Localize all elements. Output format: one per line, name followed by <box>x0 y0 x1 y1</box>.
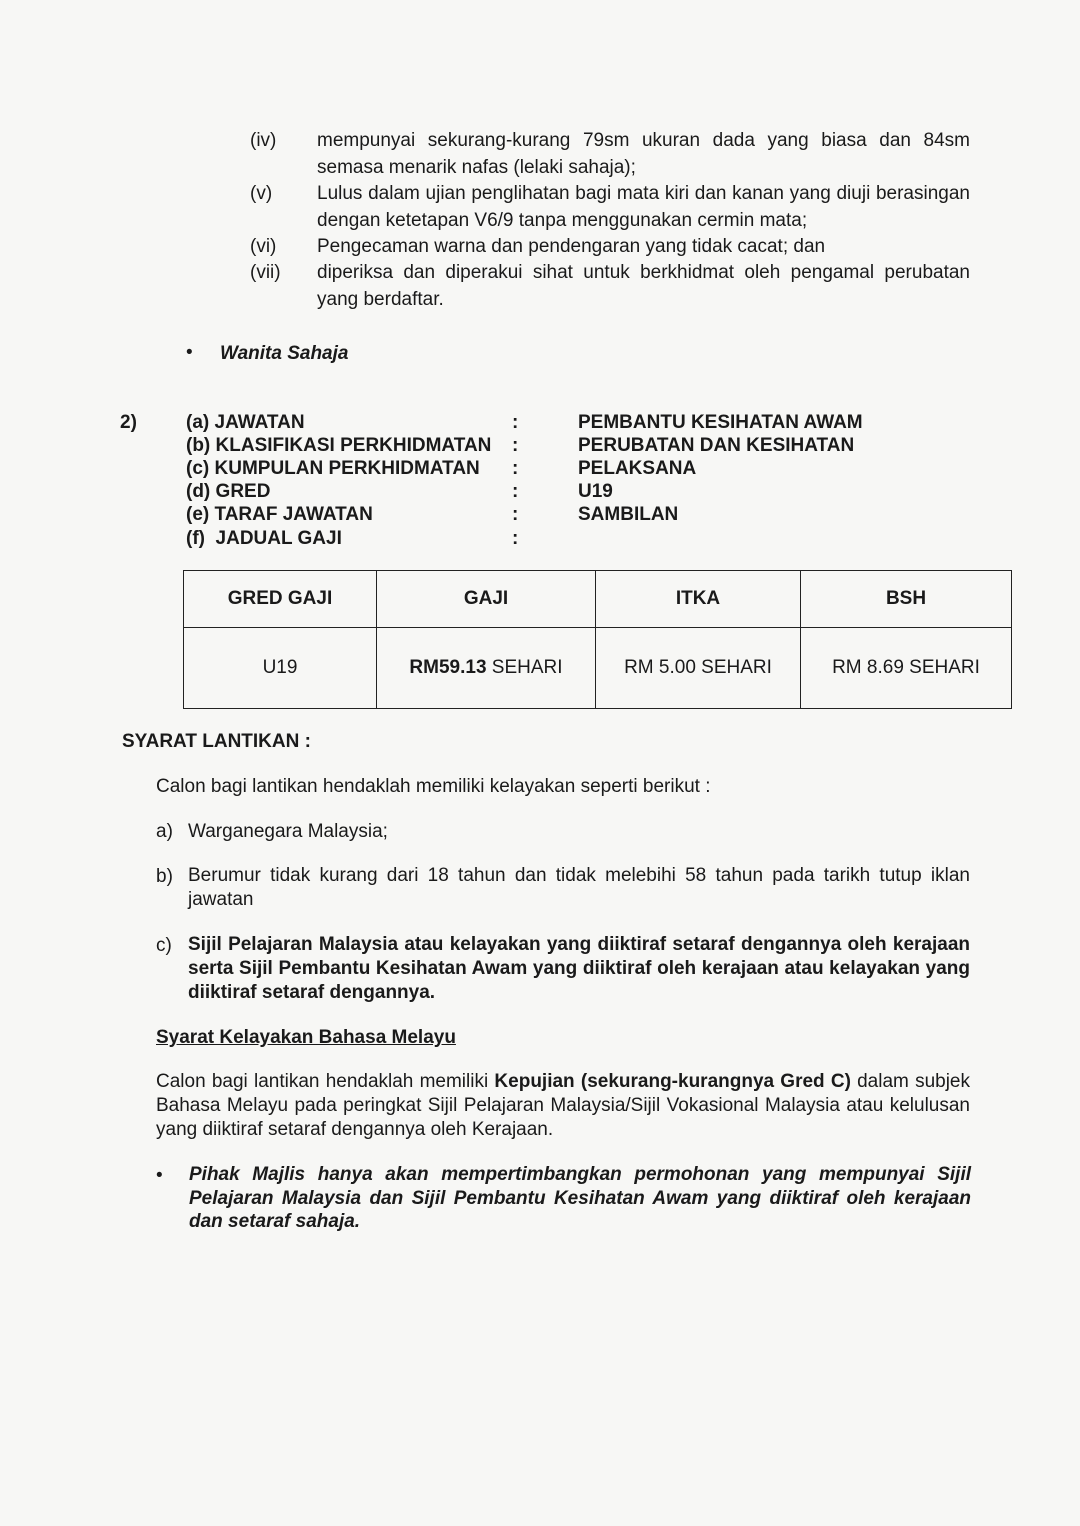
table-header-gred-gaji: GRED GAJI <box>184 571 377 628</box>
requirement-text: Pengecaman warna dan pendengaran yang tidak cacat; dan <box>317 236 826 257</box>
table-cell-gred: U19 <box>184 628 377 709</box>
bullet-icon: • <box>156 1165 163 1186</box>
detail-value: SAMBILAN <box>578 504 679 525</box>
detail-colon: : <box>512 528 519 549</box>
requirement-item <box>250 234 970 261</box>
bahasa-melayu-heading: Syarat Kelayakan Bahasa Melayu <box>156 1027 456 1048</box>
detail-label: (d) GRED <box>186 481 271 502</box>
detail-value: PEMBANTU KESIHATAN AWAM <box>578 412 863 433</box>
gaji-amount: RM59.13 <box>409 657 487 678</box>
requirement-item <box>250 128 970 181</box>
detail-value: PERUBATAN DAN KESIHATAN <box>578 435 855 456</box>
salary-table <box>183 570 1012 709</box>
requirement-text: mempunyai sekurang-kurang 79sm ukuran dada yang biasa dan 84sm semasa menarik nafas (lelaki sahaja); <box>317 130 970 178</box>
table-header-bsh: BSH <box>801 571 1012 628</box>
requirement-item <box>250 181 970 234</box>
detail-label: (e) TARAF JAWATAN <box>186 504 373 525</box>
table-cell-bsh: RM 8.69 SEHARI <box>801 628 1012 709</box>
detail-colon: : <box>512 435 519 456</box>
detail-value: PELAKSANA <box>578 458 697 479</box>
syarat-item-label: a) <box>156 821 173 842</box>
gaji-unit: SEHARI <box>486 657 563 678</box>
detail-value: U19 <box>578 481 613 502</box>
detail-label: (c) KUMPULAN PERKHIDMATAN <box>186 458 480 479</box>
table-cell-gaji <box>377 628 596 709</box>
detail-colon: : <box>512 481 519 502</box>
detail-label: (b) KLASIFIKASI PERKHIDMATAN <box>186 435 492 456</box>
table-header-gaji: GAJI <box>377 571 596 628</box>
table-header-row <box>184 571 1012 628</box>
para-text: dalam subjek Bahasa Melayu pada peringkat Sijil Pelajaran Malaysia/Sijil Vokasional Malaysia atau kelulusan yang diiktiraf setaraf dengannya oleh Kerajaan. <box>156 1071 971 1140</box>
detail-row-kumpulan <box>186 457 986 480</box>
requirement-item <box>250 260 970 313</box>
table-cell-itka: RM 5.00 SEHARI <box>596 628 801 709</box>
requirement-text: Lulus dalam ujian penglihatan bagi mata kiri dan kanan yang diuji berasingan dengan ketetapan V6/9 tanpa menggunakan cermin mata; <box>317 183 970 231</box>
requirement-label: (v) <box>250 183 273 204</box>
detail-row-taraf <box>186 503 986 526</box>
syarat-item-text: Sijil Pelajaran Malaysia atau kelayakan yang diiktiraf setaraf dengannya oleh kerajaan serta Sijil Pembantu Kesihatan Awam yang diiktiraf oleh kerajaan atau kelayakan yang diiktiraf setaraf dengannya. <box>188 934 970 1003</box>
syarat-item-label: b) <box>156 866 173 887</box>
detail-colon: : <box>512 412 519 433</box>
section-number: 2) <box>120 412 137 433</box>
requirement-label: (iv) <box>250 130 277 151</box>
requirement-label: (vi) <box>250 236 277 257</box>
para-text: Calon bagi lantikan hendaklah memiliki <box>156 1071 495 1092</box>
detail-row-gred <box>186 480 986 503</box>
detail-row-jawatan <box>186 411 986 434</box>
syarat-item-text: Berumur tidak kurang dari 18 tahun dan tidak melebihi 58 tahun pada tarikh tutup iklan jawatan <box>188 865 970 910</box>
para-bold-text: Kepujian (sekurang-kurangnya Gred C) <box>494 1071 851 1092</box>
syarat-lantikan-heading: SYARAT LANTIKAN : <box>122 731 311 752</box>
detail-row-klasifikasi <box>186 434 986 457</box>
bullet-icon: • <box>186 342 193 363</box>
requirement-text: diperiksa dan diperakui sihat untuk berkhidmat oleh pengamal perubatan yang berdaftar. <box>317 262 970 310</box>
detail-label: (f) JADUAL GAJI <box>186 528 342 549</box>
detail-colon: : <box>512 504 519 525</box>
syarat-intro: Calon bagi lantikan hendaklah memiliki kelayakan seperti berikut : <box>156 776 711 797</box>
detail-colon: : <box>512 458 519 479</box>
detail-row-jadual-gaji <box>186 527 986 550</box>
syarat-item-text: Warganegara Malaysia; <box>188 821 388 842</box>
wanita-sahaja-label: Wanita Sahaja <box>220 343 349 364</box>
requirement-label: (vii) <box>250 262 281 283</box>
detail-label: (a) JAWATAN <box>186 412 305 433</box>
table-header-itka: ITKA <box>596 571 801 628</box>
bahasa-melayu-paragraph <box>156 1070 970 1142</box>
note-text: Pihak Majlis hanya akan mempertimbangkan permohonan yang mempunyai Sijil Pelajaran Malaysia dan Sijil Pembantu Kesihatan Awam yang diiktiraf oleh kerajaan dan setaraf sahaja. <box>189 1164 971 1232</box>
syarat-item-label: c) <box>156 935 172 956</box>
table-row <box>184 628 1012 709</box>
